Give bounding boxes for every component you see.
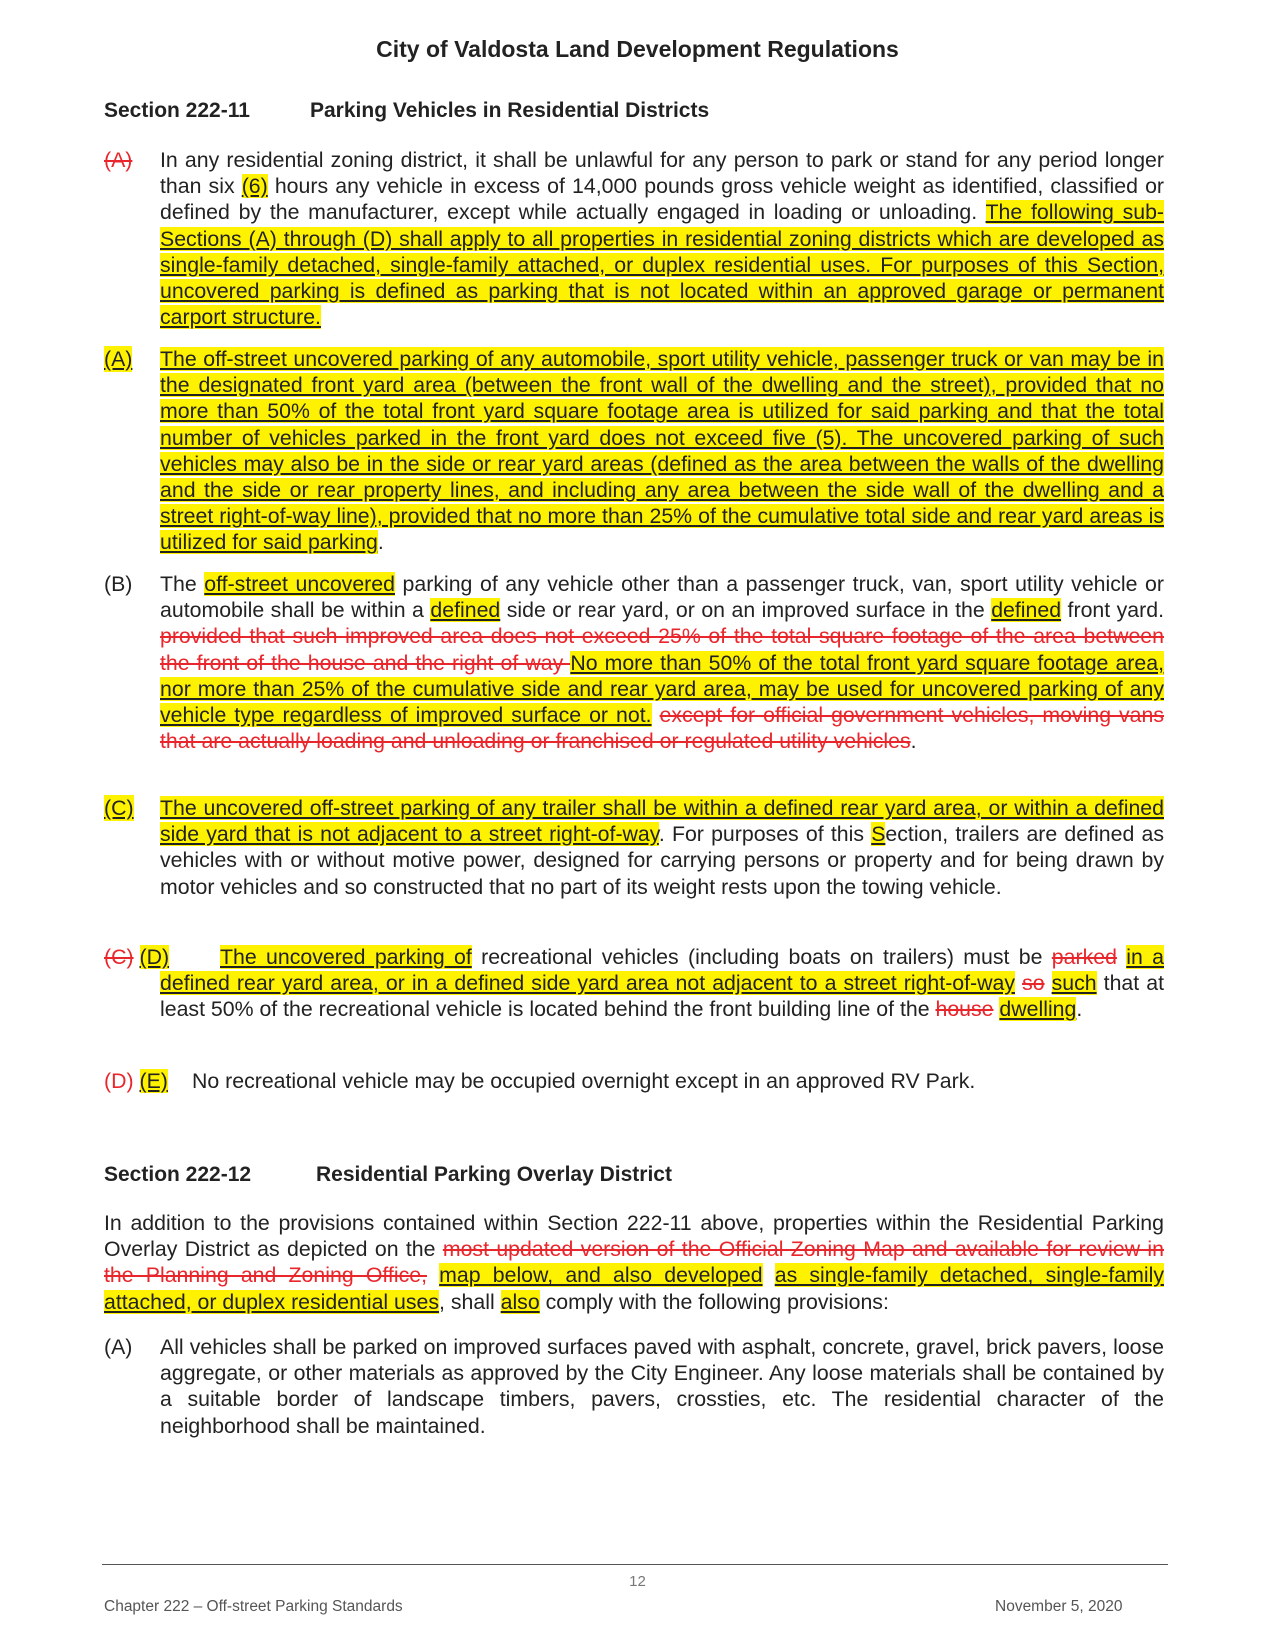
paragraph: [104, 346, 1164, 556]
body-text: hours any vehicle in excess of 14,000 pounds gross vehicle weight as identified, classified or defined by the manufacturer, except while actually engaged in loading or unloading.: [160, 174, 1165, 225]
section-number: Section 222-11: [104, 99, 250, 122]
body-text: .: [910, 729, 917, 754]
inserted-text: (6): [241, 174, 268, 199]
deleted-text: parked: [1051, 945, 1117, 969]
body-text: [427, 1263, 439, 1287]
body-text: comply with the following provisions:: [539, 1289, 889, 1314]
paragraph-label-inserted: (C): [104, 796, 134, 820]
paragraph: [104, 1334, 1164, 1439]
inserted-text: dwelling: [999, 997, 1077, 1022]
body-text: [763, 1263, 775, 1287]
paragraph-text: [160, 1334, 1164, 1439]
paragraph-label-deleted: (C): [104, 945, 134, 969]
paragraph-text: [160, 944, 1164, 1023]
paragraph-text: [104, 1210, 1164, 1315]
body-text: In addition to the provisions contained within Section 222-11 above, properties within the Residential Parking Overlay District as depicted on the: [104, 1211, 1164, 1262]
inserted-text: in a defined rear yard area, or in a defined side yard area not adjacent to a street right-of-way: [160, 945, 1165, 996]
body-text: All vehicles shall be parked on improved surfaces paved with asphalt, concrete, gravel, brick pavers, loose aggregate, or other materials as approved by the City Engineer. Any loose materials shall be contained by a suitable border of landscape timbers, pavers, crossties, etc. The residential character of the neighborhood shall be maintained.: [160, 1335, 1164, 1438]
deleted-text: house: [935, 997, 994, 1022]
paragraph-label-inserted: (E): [139, 1069, 168, 1093]
inserted-text: The off-street uncovered parking of any automobile, sport utility vehicle, passenger truck or van may be in the designated front yard area (between the front wall of the dwelling and the street), provided that no more than 50% of the total front yard square footage area is utilized for said parking and that the total number of vehicles parked in the front yard does not exceed five (5). The uncovered parking of such vehicles may also be in the side or rear yard areas (defined as the area between the walls of the dwelling and the side or rear property lines, and including any area between the side wall of the dwelling and a street right-of-way line), provided that no more than 25% of the cumulative total side and rear yard areas is utilized for said parking: [160, 347, 1164, 555]
body-text: [652, 703, 660, 727]
paragraph-label: (A): [104, 1335, 133, 1359]
body-text: recreational vehicles (including boats on trailers) must be: [471, 945, 1052, 969]
section-title: Residential Parking Overlay District: [316, 1163, 672, 1186]
footer-chapter: Chapter 222 – Off-street Parking Standards: [104, 1598, 403, 1615]
paragraph-label-deleted: (A): [104, 148, 133, 172]
inserted-text: The uncovered parking of: [220, 945, 472, 969]
paragraph-label-group: [104, 944, 169, 970]
body-text: No recreational vehicle may be occupied overnight except in an approved RV Park.: [192, 1069, 976, 1093]
body-text: [1117, 945, 1126, 969]
inserted-text: map below, and also developed: [439, 1263, 763, 1288]
paragraph: [104, 1068, 1164, 1094]
deleted-text: most updated version of the Official Zoning Map and available for review in the Planning and Zoning Office,: [104, 1237, 1164, 1288]
body-text: .: [1076, 997, 1083, 1022]
body-text: The: [160, 572, 205, 596]
paragraph: [104, 944, 1164, 1023]
page-title: City of Valdosta Land Development Regulations: [376, 36, 899, 62]
inserted-text: The following sub-Sections (A) through (D) shall apply to all properties in residential zoning districts which are developed as single-family detached, single-family attached, or duplex residential uses. For purposes of this Section, uncovered parking is defined as parking that is not located within an approved garage or permanent carport structure.: [160, 200, 1164, 330]
inserted-text: as single-family detached, single-family attached, or duplex residential uses: [104, 1263, 1164, 1314]
inserted-text: No more than 50% of the total front yard square footage area, nor more than 25% of the cumulative side and rear yard area, may be used for uncovered parking of any vehicle type regardless of improved surface or not.: [160, 650, 1164, 728]
inserted-text: The uncovered off-street parking of any trailer shall be within a defined rear yard area, or within a defined side yard that is not adjacent to a street right-of-way: [160, 796, 1164, 847]
paragraph-text: [160, 571, 1164, 754]
paragraph-text: [160, 795, 1164, 900]
body-text: In any residential zoning district, it shall be unlawful for any person to park or stand for any period longer than six: [160, 148, 1164, 199]
footer-divider: [102, 1564, 1168, 1565]
paragraph-runs: [160, 945, 1164, 1021]
paragraph: [104, 795, 1164, 900]
body-text: [1015, 971, 1022, 995]
body-text: that at least 50% of the recreational vehicle is located behind the front building line of the: [160, 971, 1164, 1022]
deleted-text: provided that such improved area does not exceed 25% of the total square footage of the area between the front of the house and the right-of-way: [160, 624, 1164, 675]
body-text: . For purposes of this: [658, 822, 872, 847]
inserted-text: defined: [991, 598, 1062, 623]
section-number: Section 222-12: [104, 1163, 252, 1186]
body-text: , shall: [439, 1289, 501, 1314]
page-number: 12: [629, 1573, 646, 1590]
paragraph-label: (B): [104, 572, 133, 596]
section-heading: [104, 1163, 672, 1187]
body-text: side or rear yard, or on an improved surface in the: [500, 598, 992, 623]
body-text: ection, trailers are defined as vehicles with or without motive power, designed for carrying persons or property and for being drawn by motor vehicles and so constructed that no part of its weight rests upon the towing vehicle.: [160, 822, 1164, 899]
paragraph-label-inserted: (A): [104, 347, 133, 371]
paragraph-text: [160, 346, 1164, 556]
intro-paragraph: [104, 1210, 1164, 1315]
inserted-text: off-street uncovered: [204, 572, 395, 596]
paragraph: [104, 571, 1164, 754]
deleted-text: so: [1022, 971, 1045, 996]
body-text: [1045, 971, 1052, 995]
paragraph: [104, 147, 1164, 330]
paragraph-label-red: (D): [104, 1069, 134, 1093]
section-title: Parking Vehicles in Residential Districts: [310, 99, 710, 122]
section-heading: [104, 99, 709, 123]
footer-date: November 5, 2020: [995, 1598, 1123, 1615]
inserted-text: such: [1051, 971, 1097, 996]
body-text: front yard.: [1061, 598, 1165, 623]
inserted-text: defined: [430, 598, 501, 623]
inserted-text: S: [871, 822, 886, 847]
paragraph-text: [160, 147, 1164, 330]
body-text: parking of any vehicle other than a passenger truck, van, sport utility vehicle or automobile shall be within a: [160, 572, 1164, 623]
deleted-text: except for official government vehicles, moving vans that are actually loading and unloading or franchised or regulated utility vehicles: [160, 703, 1165, 754]
paragraph-label-inserted: (D): [139, 945, 170, 969]
body-text: .: [377, 530, 384, 555]
paragraph-label-group: [104, 1068, 168, 1094]
paragraph-text: [192, 1068, 1164, 1094]
inserted-text: also: [500, 1289, 540, 1314]
